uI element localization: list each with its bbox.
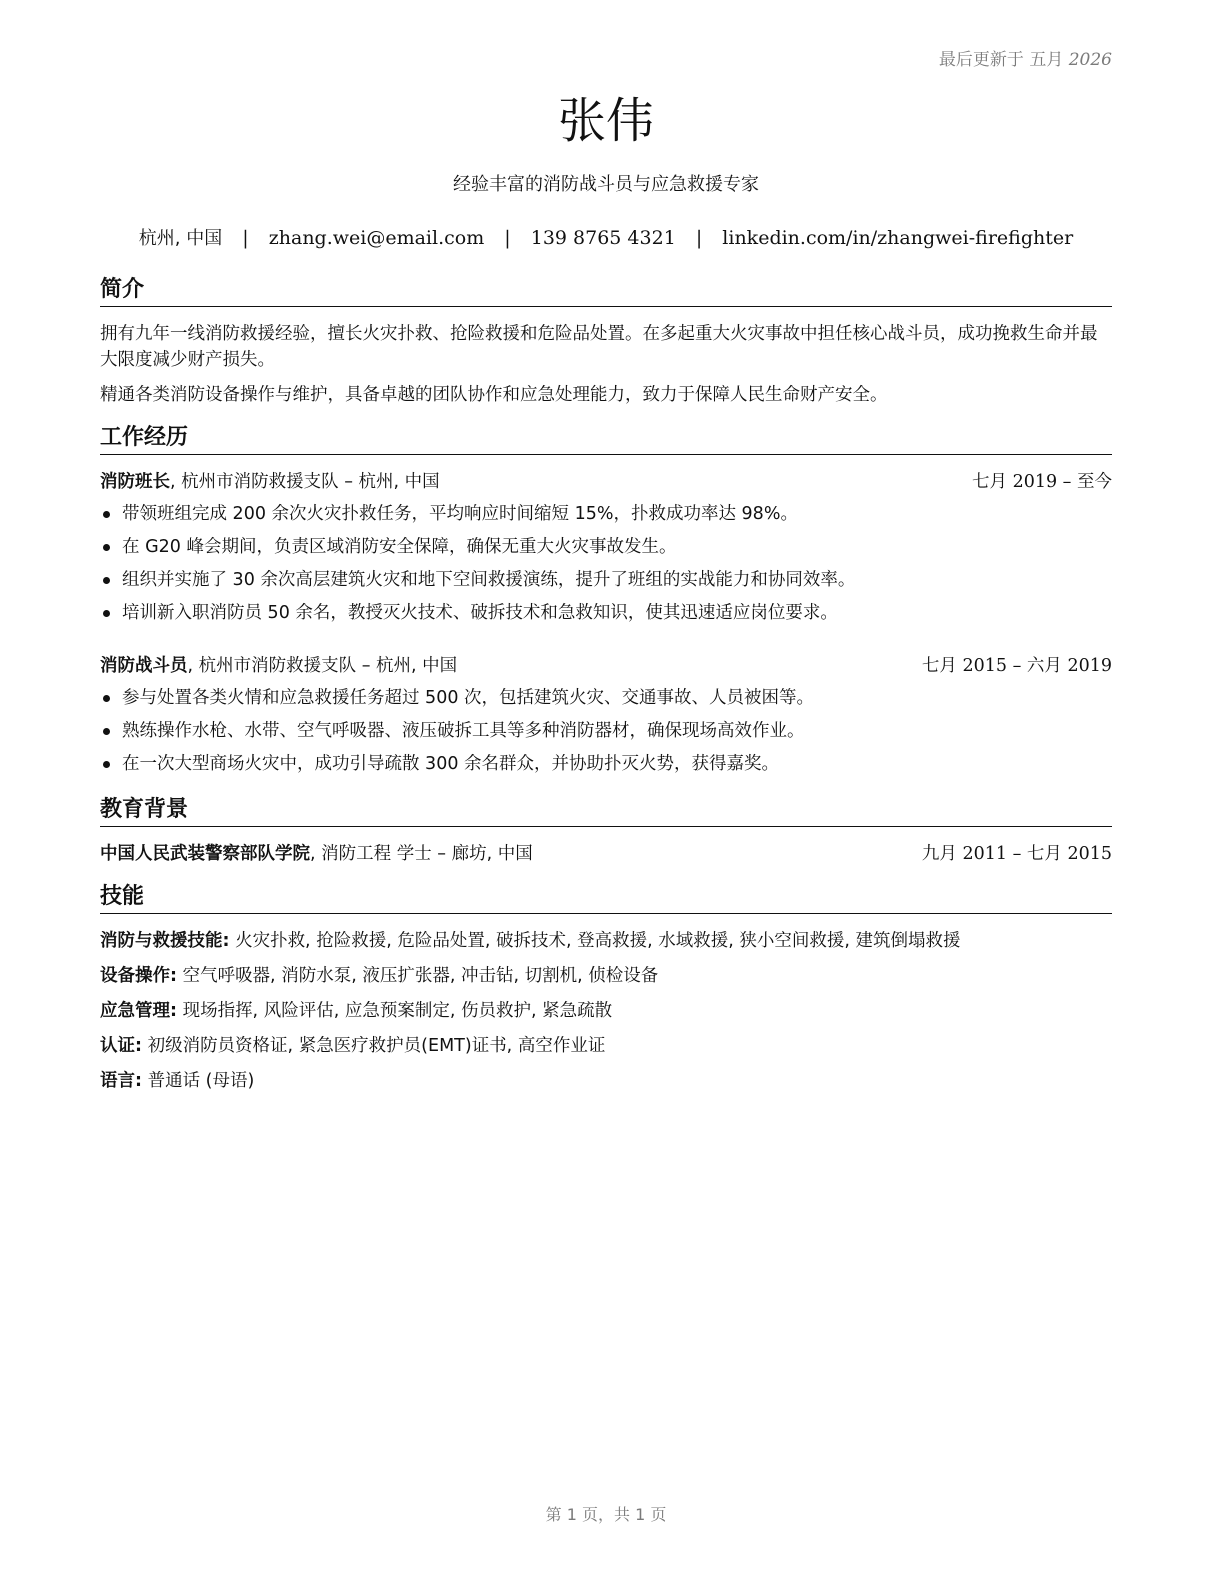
job-bullet: 熟练操作水枪、水带、空气呼吸器、液压破拆工具等多种消防器材，确保现场高效作业。 <box>100 719 1112 743</box>
skill-value: 普通话 (母语) <box>142 1071 255 1091</box>
skill-value: 火灾扑救, 抢险救援, 危险品处置, 破拆技术, 登高救援, 水域救援, 狭小空间救援, 建筑倒塌救援 <box>229 931 961 951</box>
job-org: , 杭州市消防救援支队 – 杭州, 中国 <box>170 472 440 492</box>
job-bullet: 参与处置各类火情和应急救援任务超过 500 次，包括建筑火灾、交通事故、人员被困等。 <box>100 686 1112 710</box>
section-heading-education: 教育背景 <box>100 796 1112 827</box>
skill-line <box>100 1034 1112 1058</box>
last-updated <box>939 45 1112 70</box>
skill-line <box>100 999 1112 1023</box>
summary-paragraph-1: 拥有九年一线消防救援经验，擅长火灾扑救、抢险救援和危险品处置。在多起重大火灾事故中担任核心战斗员，成功挽救生命并最大限度减少财产损失。 <box>100 324 1098 370</box>
skill-line <box>100 929 1112 953</box>
skill-value: 初级消防员资格证, 紧急医疗救护员(EMT)证书, 高空作业证 <box>142 1036 606 1056</box>
skill-value: 空气呼吸器, 消防水泵, 液压扩张器, 冲击钻, 切割机, 侦检设备 <box>177 966 659 986</box>
skill-line <box>100 1069 1112 1093</box>
contact-email[interactable]: zhang.wei@email.com <box>268 227 485 249</box>
job-header <box>100 470 1112 494</box>
job-dates: 七月 2019 – 至今 <box>972 472 1112 492</box>
job-bullet: 带领班组完成 200 余次火灾扑救任务，平均响应时间缩短 15%，扑救成功率达 98%。 <box>100 502 1112 526</box>
job-dates: 七月 2015 – 六月 2019 <box>921 656 1112 676</box>
job-title: 消防战斗员 <box>100 656 188 676</box>
skill-label: 消防与救援技能: <box>100 931 230 951</box>
section-heading-skills: 技能 <box>100 883 1112 914</box>
education-dates: 九月 2011 – 七月 2015 <box>921 844 1112 864</box>
candidate-name: 张伟 <box>557 93 654 149</box>
education-entry <box>100 842 1112 866</box>
contact-separator: | <box>695 227 703 249</box>
skill-line <box>100 964 1112 988</box>
last-updated-prefix: 最后更新于 五月 <box>938 50 1064 70</box>
job-title: 消防班长 <box>100 472 170 492</box>
education-school: 中国人民武装警察部队学院 <box>100 844 310 864</box>
contact-line <box>100 224 1112 250</box>
contact-separator: | <box>242 227 249 249</box>
skill-label: 设备操作: <box>100 966 177 986</box>
last-updated-year: 2026 <box>1068 50 1112 70</box>
skill-label: 语言: <box>100 1071 142 1091</box>
contact-location: 杭州, 中国 <box>138 228 223 249</box>
job-org: , 杭州市消防救援支队 – 杭州, 中国 <box>187 656 458 676</box>
education-detail: , 消防工程 学士 – 廊坊, 中国 <box>310 844 533 864</box>
summary-paragraph-2: 精通各类消防设备操作与维护，具备卓越的团队协作和应急处理能力，致力于保障人民生命财产安全。 <box>100 385 888 405</box>
skill-label: 认证: <box>100 1036 142 1056</box>
contact-linkedin[interactable]: linkedin.com/in/zhangwei-firefighter <box>722 227 1074 249</box>
job-bullet: 组织并实施了 30 余次高层建筑火灾和地下空间救援演练，提升了班组的实战能力和协同效率。 <box>100 568 1112 592</box>
candidate-tagline: 经验丰富的消防战斗员与应急救援专家 <box>453 174 759 195</box>
skill-label: 应急管理: <box>100 1001 177 1021</box>
job-bullet: 在 G20 峰会期间，负责区域消防安全保障，确保无重大火灾事故发生。 <box>100 535 1112 559</box>
section-heading-summary: 简介 <box>100 276 1112 307</box>
job-bullet: 培训新入职消防员 50 余名，教授灭火技术、破拆技术和急救知识，使其迅速适应岗位要求。 <box>100 601 1112 625</box>
section-heading-experience: 工作经历 <box>100 424 1112 455</box>
contact-separator: | <box>504 227 511 249</box>
skill-value: 现场指挥, 风险评估, 应急预案制定, 伤员救护, 紧急疏散 <box>177 1001 613 1021</box>
resume-page <box>100 0 1112 1584</box>
job-header <box>100 654 1112 678</box>
page-footer: 第 1 页，共 1 页 <box>545 1505 667 1524</box>
contact-phone[interactable]: 139 8765 4321 <box>530 227 676 249</box>
job-bullet: 在一次大型商场火灾中，成功引导疏散 300 余名群众，并协助扑灭火势，获得嘉奖。 <box>100 752 1112 776</box>
